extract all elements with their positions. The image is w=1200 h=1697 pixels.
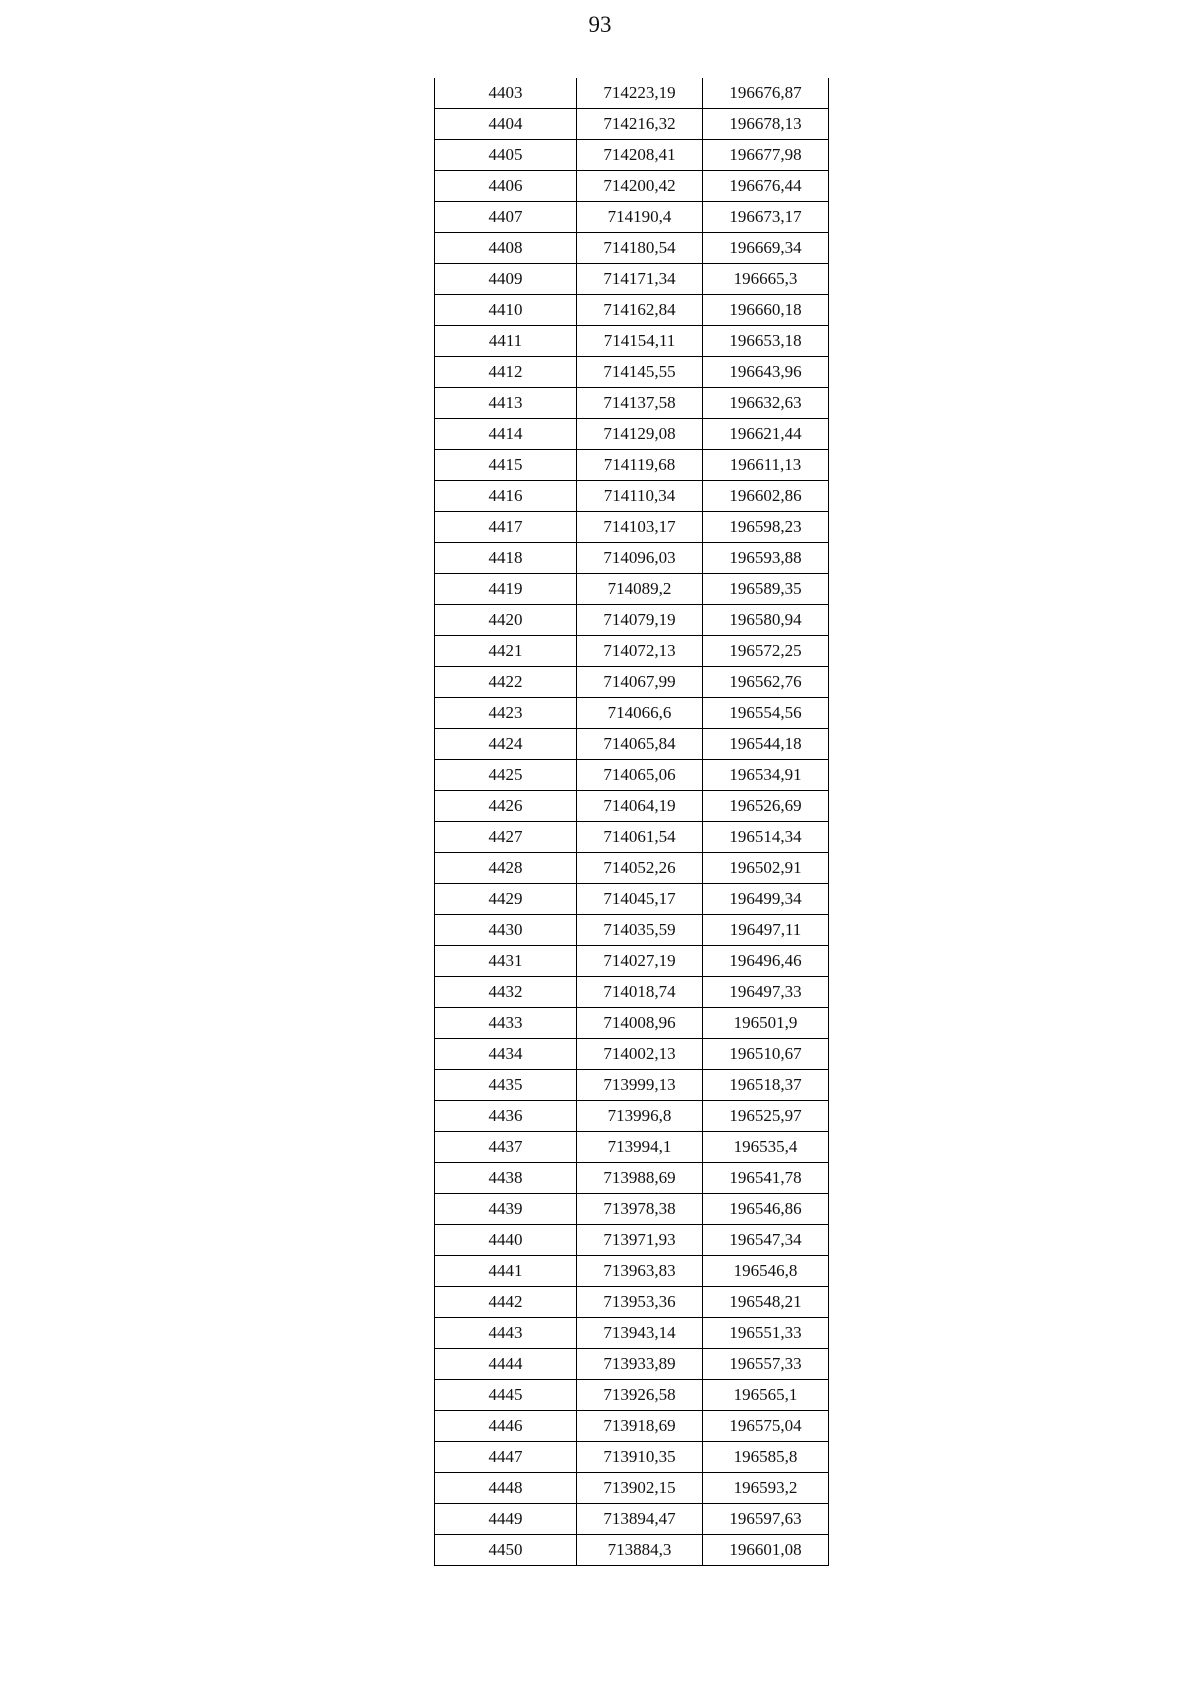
point-number-cell: 4423 [435, 698, 577, 729]
table-row [435, 1163, 829, 1194]
y-coordinate-cell: 196510,67 [703, 1039, 829, 1070]
table-row [435, 1101, 829, 1132]
table-row [435, 1287, 829, 1318]
table-row [435, 1318, 829, 1349]
x-coordinate-cell: 714119,68 [577, 450, 703, 481]
table-row [435, 1256, 829, 1287]
point-number-cell: 4448 [435, 1473, 577, 1504]
point-number-cell: 4410 [435, 295, 577, 326]
y-coordinate-cell: 196502,91 [703, 853, 829, 884]
y-coordinate-cell: 196589,35 [703, 574, 829, 605]
y-coordinate-cell: 196676,87 [703, 78, 829, 109]
point-number-cell: 4407 [435, 202, 577, 233]
table-row [435, 233, 829, 264]
table-row [435, 667, 829, 698]
x-coordinate-cell: 713918,69 [577, 1411, 703, 1442]
point-number-cell: 4412 [435, 357, 577, 388]
coordinates-table [434, 78, 829, 1566]
table-row [435, 1380, 829, 1411]
table-row [435, 636, 829, 667]
x-coordinate-cell: 714067,99 [577, 667, 703, 698]
x-coordinate-cell: 714200,42 [577, 171, 703, 202]
x-coordinate-cell: 713894,47 [577, 1504, 703, 1535]
point-number-cell: 4431 [435, 946, 577, 977]
y-coordinate-cell: 196496,46 [703, 946, 829, 977]
table-row [435, 1194, 829, 1225]
table-row [435, 326, 829, 357]
table-row [435, 1039, 829, 1070]
table-row [435, 481, 829, 512]
x-coordinate-cell: 713988,69 [577, 1163, 703, 1194]
point-number-cell: 4450 [435, 1535, 577, 1566]
y-coordinate-cell: 196546,8 [703, 1256, 829, 1287]
point-number-cell: 4442 [435, 1287, 577, 1318]
table-row [435, 1132, 829, 1163]
table-row [435, 853, 829, 884]
y-coordinate-cell: 196557,33 [703, 1349, 829, 1380]
table-row [435, 977, 829, 1008]
y-coordinate-cell: 196565,1 [703, 1380, 829, 1411]
point-number-cell: 4409 [435, 264, 577, 295]
x-coordinate-cell: 714190,4 [577, 202, 703, 233]
y-coordinate-cell: 196598,23 [703, 512, 829, 543]
point-number-cell: 4440 [435, 1225, 577, 1256]
x-coordinate-cell: 714045,17 [577, 884, 703, 915]
y-coordinate-cell: 196621,44 [703, 419, 829, 450]
point-number-cell: 4447 [435, 1442, 577, 1473]
point-number-cell: 4408 [435, 233, 577, 264]
table-row [435, 357, 829, 388]
x-coordinate-cell: 713902,15 [577, 1473, 703, 1504]
x-coordinate-cell: 713933,89 [577, 1349, 703, 1380]
y-coordinate-cell: 196597,63 [703, 1504, 829, 1535]
table-row [435, 419, 829, 450]
table-row [435, 1442, 829, 1473]
point-number-cell: 4432 [435, 977, 577, 1008]
x-coordinate-cell: 714018,74 [577, 977, 703, 1008]
table-row [435, 1349, 829, 1380]
table-row [435, 543, 829, 574]
table-row [435, 822, 829, 853]
point-number-cell: 4426 [435, 791, 577, 822]
x-coordinate-cell: 714110,34 [577, 481, 703, 512]
point-number-cell: 4437 [435, 1132, 577, 1163]
y-coordinate-cell: 196676,44 [703, 171, 829, 202]
y-coordinate-cell: 196678,13 [703, 109, 829, 140]
x-coordinate-cell: 714089,2 [577, 574, 703, 605]
y-coordinate-cell: 196562,76 [703, 667, 829, 698]
y-coordinate-cell: 196497,33 [703, 977, 829, 1008]
x-coordinate-cell: 714154,11 [577, 326, 703, 357]
x-coordinate-cell: 714035,59 [577, 915, 703, 946]
table-row [435, 1070, 829, 1101]
table-row [435, 884, 829, 915]
x-coordinate-cell: 714208,41 [577, 140, 703, 171]
y-coordinate-cell: 196551,33 [703, 1318, 829, 1349]
point-number-cell: 4434 [435, 1039, 577, 1070]
table-row [435, 171, 829, 202]
table-row [435, 1535, 829, 1566]
x-coordinate-cell: 714129,08 [577, 419, 703, 450]
y-coordinate-cell: 196611,13 [703, 450, 829, 481]
y-coordinate-cell: 196665,3 [703, 264, 829, 295]
table-row [435, 1008, 829, 1039]
table-row [435, 78, 829, 109]
x-coordinate-cell: 714137,58 [577, 388, 703, 419]
x-coordinate-cell: 714061,54 [577, 822, 703, 853]
point-number-cell: 4435 [435, 1070, 577, 1101]
point-number-cell: 4404 [435, 109, 577, 140]
y-coordinate-cell: 196541,78 [703, 1163, 829, 1194]
table-row [435, 729, 829, 760]
y-coordinate-cell: 196593,88 [703, 543, 829, 574]
table-row [435, 1225, 829, 1256]
y-coordinate-cell: 196632,63 [703, 388, 829, 419]
point-number-cell: 4449 [435, 1504, 577, 1535]
table-row [435, 605, 829, 636]
x-coordinate-cell: 714027,19 [577, 946, 703, 977]
table-row [435, 450, 829, 481]
point-number-cell: 4418 [435, 543, 577, 574]
y-coordinate-cell: 196585,8 [703, 1442, 829, 1473]
x-coordinate-cell: 714145,55 [577, 357, 703, 388]
x-coordinate-cell: 713994,1 [577, 1132, 703, 1163]
table-row [435, 264, 829, 295]
y-coordinate-cell: 196499,34 [703, 884, 829, 915]
table-row [435, 791, 829, 822]
y-coordinate-cell: 196525,97 [703, 1101, 829, 1132]
y-coordinate-cell: 196535,4 [703, 1132, 829, 1163]
point-number-cell: 4438 [435, 1163, 577, 1194]
y-coordinate-cell: 196572,25 [703, 636, 829, 667]
y-coordinate-cell: 196602,86 [703, 481, 829, 512]
y-coordinate-cell: 196580,94 [703, 605, 829, 636]
point-number-cell: 4428 [435, 853, 577, 884]
x-coordinate-cell: 714079,19 [577, 605, 703, 636]
point-number-cell: 4446 [435, 1411, 577, 1442]
y-coordinate-cell: 196547,34 [703, 1225, 829, 1256]
x-coordinate-cell: 714052,26 [577, 853, 703, 884]
point-number-cell: 4429 [435, 884, 577, 915]
x-coordinate-cell: 714096,03 [577, 543, 703, 574]
table-row [435, 1411, 829, 1442]
y-coordinate-cell: 196534,91 [703, 760, 829, 791]
point-number-cell: 4436 [435, 1101, 577, 1132]
y-coordinate-cell: 196554,56 [703, 698, 829, 729]
y-coordinate-cell: 196575,04 [703, 1411, 829, 1442]
point-number-cell: 4403 [435, 78, 577, 109]
table-row [435, 698, 829, 729]
y-coordinate-cell: 196673,17 [703, 202, 829, 233]
point-number-cell: 4424 [435, 729, 577, 760]
point-number-cell: 4416 [435, 481, 577, 512]
y-coordinate-cell: 196546,86 [703, 1194, 829, 1225]
y-coordinate-cell: 196660,18 [703, 295, 829, 326]
point-number-cell: 4413 [435, 388, 577, 419]
y-coordinate-cell: 196526,69 [703, 791, 829, 822]
y-coordinate-cell: 196514,34 [703, 822, 829, 853]
y-coordinate-cell: 196653,18 [703, 326, 829, 357]
table-row [435, 1473, 829, 1504]
table-row [435, 946, 829, 977]
x-coordinate-cell: 714072,13 [577, 636, 703, 667]
x-coordinate-cell: 713953,36 [577, 1287, 703, 1318]
x-coordinate-cell: 713884,3 [577, 1535, 703, 1566]
x-coordinate-cell: 713910,35 [577, 1442, 703, 1473]
point-number-cell: 4420 [435, 605, 577, 636]
y-coordinate-cell: 196643,96 [703, 357, 829, 388]
table-row [435, 574, 829, 605]
y-coordinate-cell: 196518,37 [703, 1070, 829, 1101]
point-number-cell: 4427 [435, 822, 577, 853]
point-number-cell: 4421 [435, 636, 577, 667]
point-number-cell: 4439 [435, 1194, 577, 1225]
y-coordinate-cell: 196497,11 [703, 915, 829, 946]
x-coordinate-cell: 714103,17 [577, 512, 703, 543]
table-row [435, 1504, 829, 1535]
point-number-cell: 4425 [435, 760, 577, 791]
page-number: 93 [588, 12, 612, 37]
y-coordinate-cell: 196593,2 [703, 1473, 829, 1504]
table-row [435, 388, 829, 419]
coordinates-table-body [435, 78, 829, 1566]
table-row [435, 140, 829, 171]
x-coordinate-cell: 714180,54 [577, 233, 703, 264]
y-coordinate-cell: 196677,98 [703, 140, 829, 171]
point-number-cell: 4405 [435, 140, 577, 171]
point-number-cell: 4441 [435, 1256, 577, 1287]
x-coordinate-cell: 714065,06 [577, 760, 703, 791]
table-row [435, 202, 829, 233]
point-number-cell: 4445 [435, 1380, 577, 1411]
point-number-cell: 4419 [435, 574, 577, 605]
point-number-cell: 4430 [435, 915, 577, 946]
y-coordinate-cell: 196544,18 [703, 729, 829, 760]
x-coordinate-cell: 714171,34 [577, 264, 703, 295]
x-coordinate-cell: 714002,13 [577, 1039, 703, 1070]
table-row [435, 760, 829, 791]
x-coordinate-cell: 714216,32 [577, 109, 703, 140]
x-coordinate-cell: 713996,8 [577, 1101, 703, 1132]
table-row [435, 295, 829, 326]
x-coordinate-cell: 713963,83 [577, 1256, 703, 1287]
point-number-cell: 4406 [435, 171, 577, 202]
x-coordinate-cell: 713978,38 [577, 1194, 703, 1225]
x-coordinate-cell: 714008,96 [577, 1008, 703, 1039]
point-number-cell: 4411 [435, 326, 577, 357]
y-coordinate-cell: 196601,08 [703, 1535, 829, 1566]
point-number-cell: 4417 [435, 512, 577, 543]
x-coordinate-cell: 713999,13 [577, 1070, 703, 1101]
point-number-cell: 4422 [435, 667, 577, 698]
point-number-cell: 4443 [435, 1318, 577, 1349]
x-coordinate-cell: 713943,14 [577, 1318, 703, 1349]
y-coordinate-cell: 196669,34 [703, 233, 829, 264]
x-coordinate-cell: 713971,93 [577, 1225, 703, 1256]
x-coordinate-cell: 714162,84 [577, 295, 703, 326]
x-coordinate-cell: 714223,19 [577, 78, 703, 109]
point-number-cell: 4414 [435, 419, 577, 450]
x-coordinate-cell: 713926,58 [577, 1380, 703, 1411]
table-row [435, 512, 829, 543]
table-row [435, 109, 829, 140]
x-coordinate-cell: 714066,6 [577, 698, 703, 729]
point-number-cell: 4433 [435, 1008, 577, 1039]
x-coordinate-cell: 714064,19 [577, 791, 703, 822]
y-coordinate-cell: 196548,21 [703, 1287, 829, 1318]
table-row [435, 915, 829, 946]
point-number-cell: 4415 [435, 450, 577, 481]
x-coordinate-cell: 714065,84 [577, 729, 703, 760]
point-number-cell: 4444 [435, 1349, 577, 1380]
y-coordinate-cell: 196501,9 [703, 1008, 829, 1039]
